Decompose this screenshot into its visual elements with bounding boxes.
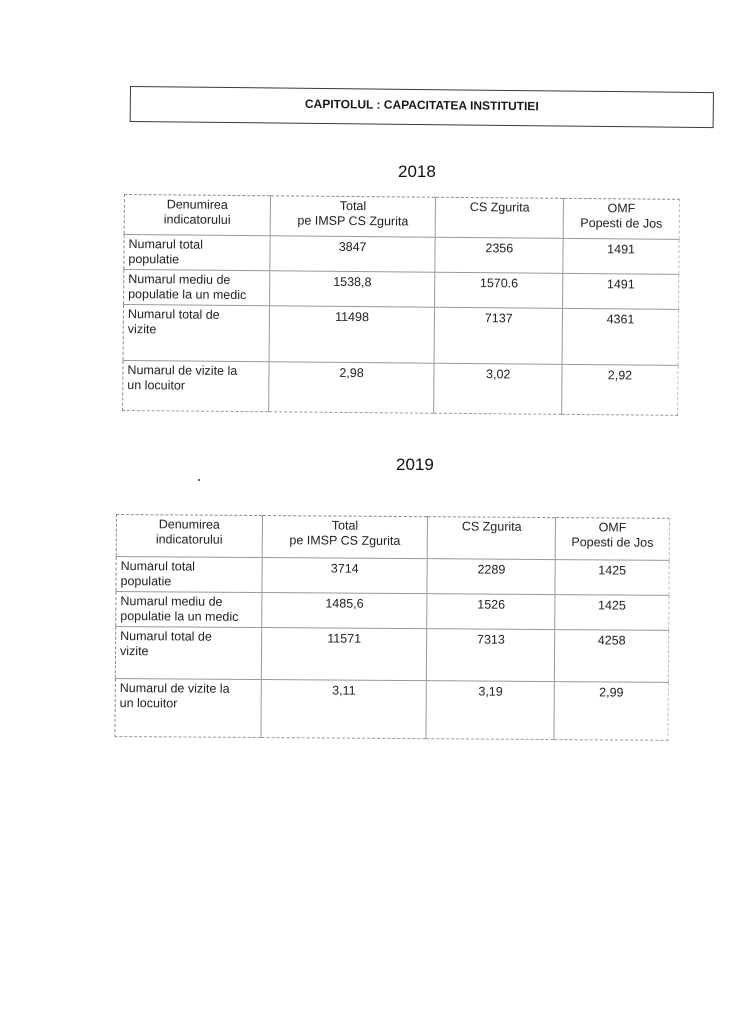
year-heading: 2019 <box>396 455 434 474</box>
header-omf: OMF Popesti de Jos <box>563 198 679 239</box>
cell-omf: 4361 <box>562 308 678 365</box>
cell-total: 3714 <box>262 558 428 594</box>
header-total: Total pe IMSP CS Zgurita <box>270 196 436 237</box>
table-row <box>123 305 678 366</box>
cell-total: 11571 <box>261 628 427 681</box>
cell-cs: 1570.6 <box>435 272 563 308</box>
indicators-table-2018 <box>122 194 680 416</box>
cell-total: 1538,8 <box>269 271 435 307</box>
header-omf: OMF Popesti de Jos <box>555 518 669 561</box>
year-heading: 2018 <box>398 162 436 181</box>
cell-total: 11498 <box>269 306 435 363</box>
header-cs-zgurita: CS Zgurita <box>428 517 556 560</box>
row-label: Numarul de vizite la un locuitor <box>115 678 261 737</box>
cell-omf: 1491 <box>563 238 679 274</box>
chapter-title: CAPITOLUL : CAPACITATEA INSTITUTIEI <box>130 86 714 128</box>
indicators-table-2019 <box>114 514 670 741</box>
cell-cs: 1526 <box>427 594 555 630</box>
cell-total: 1485,6 <box>261 593 427 629</box>
row-label: Numarul de vizite la un locuitor <box>123 360 269 411</box>
cell-total: 3847 <box>270 236 436 272</box>
table-row <box>124 235 679 275</box>
cell-cs: 7137 <box>434 307 562 364</box>
table-row <box>116 557 669 596</box>
cell-omf: 2,92 <box>562 364 678 415</box>
table-row <box>123 360 678 415</box>
scan-speck <box>198 479 200 481</box>
row-label: Numarul total populatie <box>124 235 270 271</box>
table-header-row <box>116 515 669 561</box>
cell-cs: 7313 <box>427 629 555 682</box>
cell-cs: 3,19 <box>426 681 554 740</box>
header-total: Total pe IMSP CS Zgurita <box>262 516 428 559</box>
row-label: Numarul total de vizite <box>123 305 269 362</box>
cell-omf: 4258 <box>555 630 669 683</box>
table-header-row <box>124 195 679 240</box>
cell-omf: 2,99 <box>554 682 668 741</box>
cell-total: 2,98 <box>268 362 434 413</box>
cell-total: 3,11 <box>261 680 427 739</box>
header-cs-zgurita: CS Zgurita <box>436 197 564 238</box>
cell-omf: 1425 <box>555 560 669 596</box>
header-indicator: Denumirea indicatorului <box>116 515 262 558</box>
cell-omf: 1425 <box>555 595 669 631</box>
cell-cs: 3,02 <box>434 363 562 414</box>
table-row <box>116 592 669 631</box>
row-label: Numarul mediu de populatie la un medic <box>116 592 262 628</box>
header-indicator: Denumirea indicatorului <box>124 195 270 236</box>
row-label: Numarul total de vizite <box>115 627 261 680</box>
table-row <box>115 678 668 740</box>
row-label: Numarul total populatie <box>116 557 262 593</box>
cell-cs: 2356 <box>435 237 563 273</box>
cell-cs: 2289 <box>427 559 555 595</box>
row-label: Numarul mediu de populatie la un medic <box>124 270 270 306</box>
cell-omf: 1491 <box>563 273 679 309</box>
table-row <box>115 627 668 683</box>
table-row <box>124 270 679 310</box>
